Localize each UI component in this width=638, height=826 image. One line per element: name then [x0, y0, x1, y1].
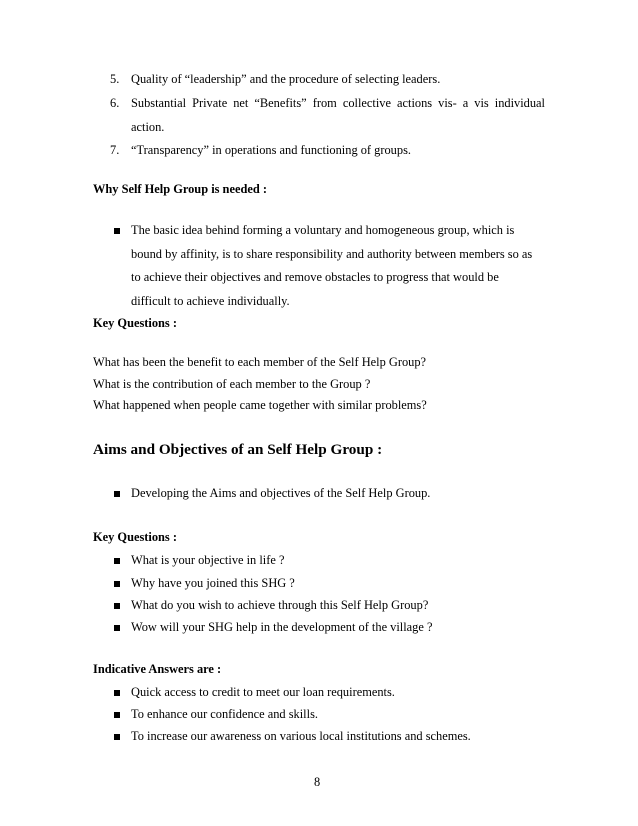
bullet-icon: [114, 690, 120, 696]
list-item-text: “Transparency” in operations and functioning of groups.: [131, 143, 411, 157]
list-item: What do you wish to achieve through this Self Help Group?: [131, 598, 429, 612]
key-questions-heading: Key Questions :: [93, 530, 177, 544]
list-item: Why have you joined this SHG ?: [131, 576, 295, 590]
bullet-icon: [114, 625, 120, 631]
list-item: Quick access to credit to meet our loan requirements.: [131, 685, 395, 699]
why-heading: Why Self Help Group is needed :: [93, 182, 267, 196]
paragraph-line: The basic idea behind forming a voluntary and homogeneous group, which is: [131, 223, 515, 237]
paragraph-line: difficult to achieve individually.: [131, 294, 290, 308]
question-line: What has been the benefit to each member of the Self Help Group?: [93, 355, 427, 369]
question-line: What happened when people came together with similar problems?: [93, 398, 427, 412]
list-number: 6.: [110, 96, 120, 110]
bullet-icon: [114, 734, 120, 740]
bullet-icon: [114, 558, 120, 564]
bullet-icon: [114, 603, 120, 609]
aims-heading: Aims and Objectives of an Self Help Group :: [93, 441, 383, 458]
paragraph-line: bound by affinity, is to share responsibility and authority between members so as: [131, 247, 533, 261]
list-item-text: Quality of “leadership” and the procedure of selecting leaders.: [131, 72, 441, 86]
bullet-icon: [114, 491, 120, 497]
aims-bullet-text: Developing the Aims and objectives of the Self Help Group.: [131, 486, 431, 500]
list-item-text: action.: [131, 120, 165, 134]
bullet-icon: [114, 228, 120, 234]
list-item-text: Substantial Private net “Benefits” from collective actions vis- a vis individual: [131, 96, 545, 110]
question-line: What is the contribution of each member to the Group ?: [93, 377, 371, 391]
paragraph-line: to achieve their objectives and remove obstacles to progress that would be: [131, 270, 499, 284]
list-number: 7.: [110, 143, 120, 157]
bullet-icon: [114, 712, 120, 718]
key-questions-heading: Key Questions :: [93, 316, 177, 330]
bullet-icon: [114, 581, 120, 587]
list-item: To increase our awareness on various local institutions and schemes.: [131, 729, 471, 743]
list-number: 5.: [110, 72, 120, 86]
indicative-heading: Indicative Answers are :: [93, 662, 222, 676]
list-item: Wow will your SHG help in the development of the village ?: [131, 620, 433, 634]
page-number: 8: [314, 775, 321, 789]
list-item: To enhance our confidence and skills.: [131, 707, 318, 721]
list-item: What is your objective in life ?: [131, 553, 285, 567]
